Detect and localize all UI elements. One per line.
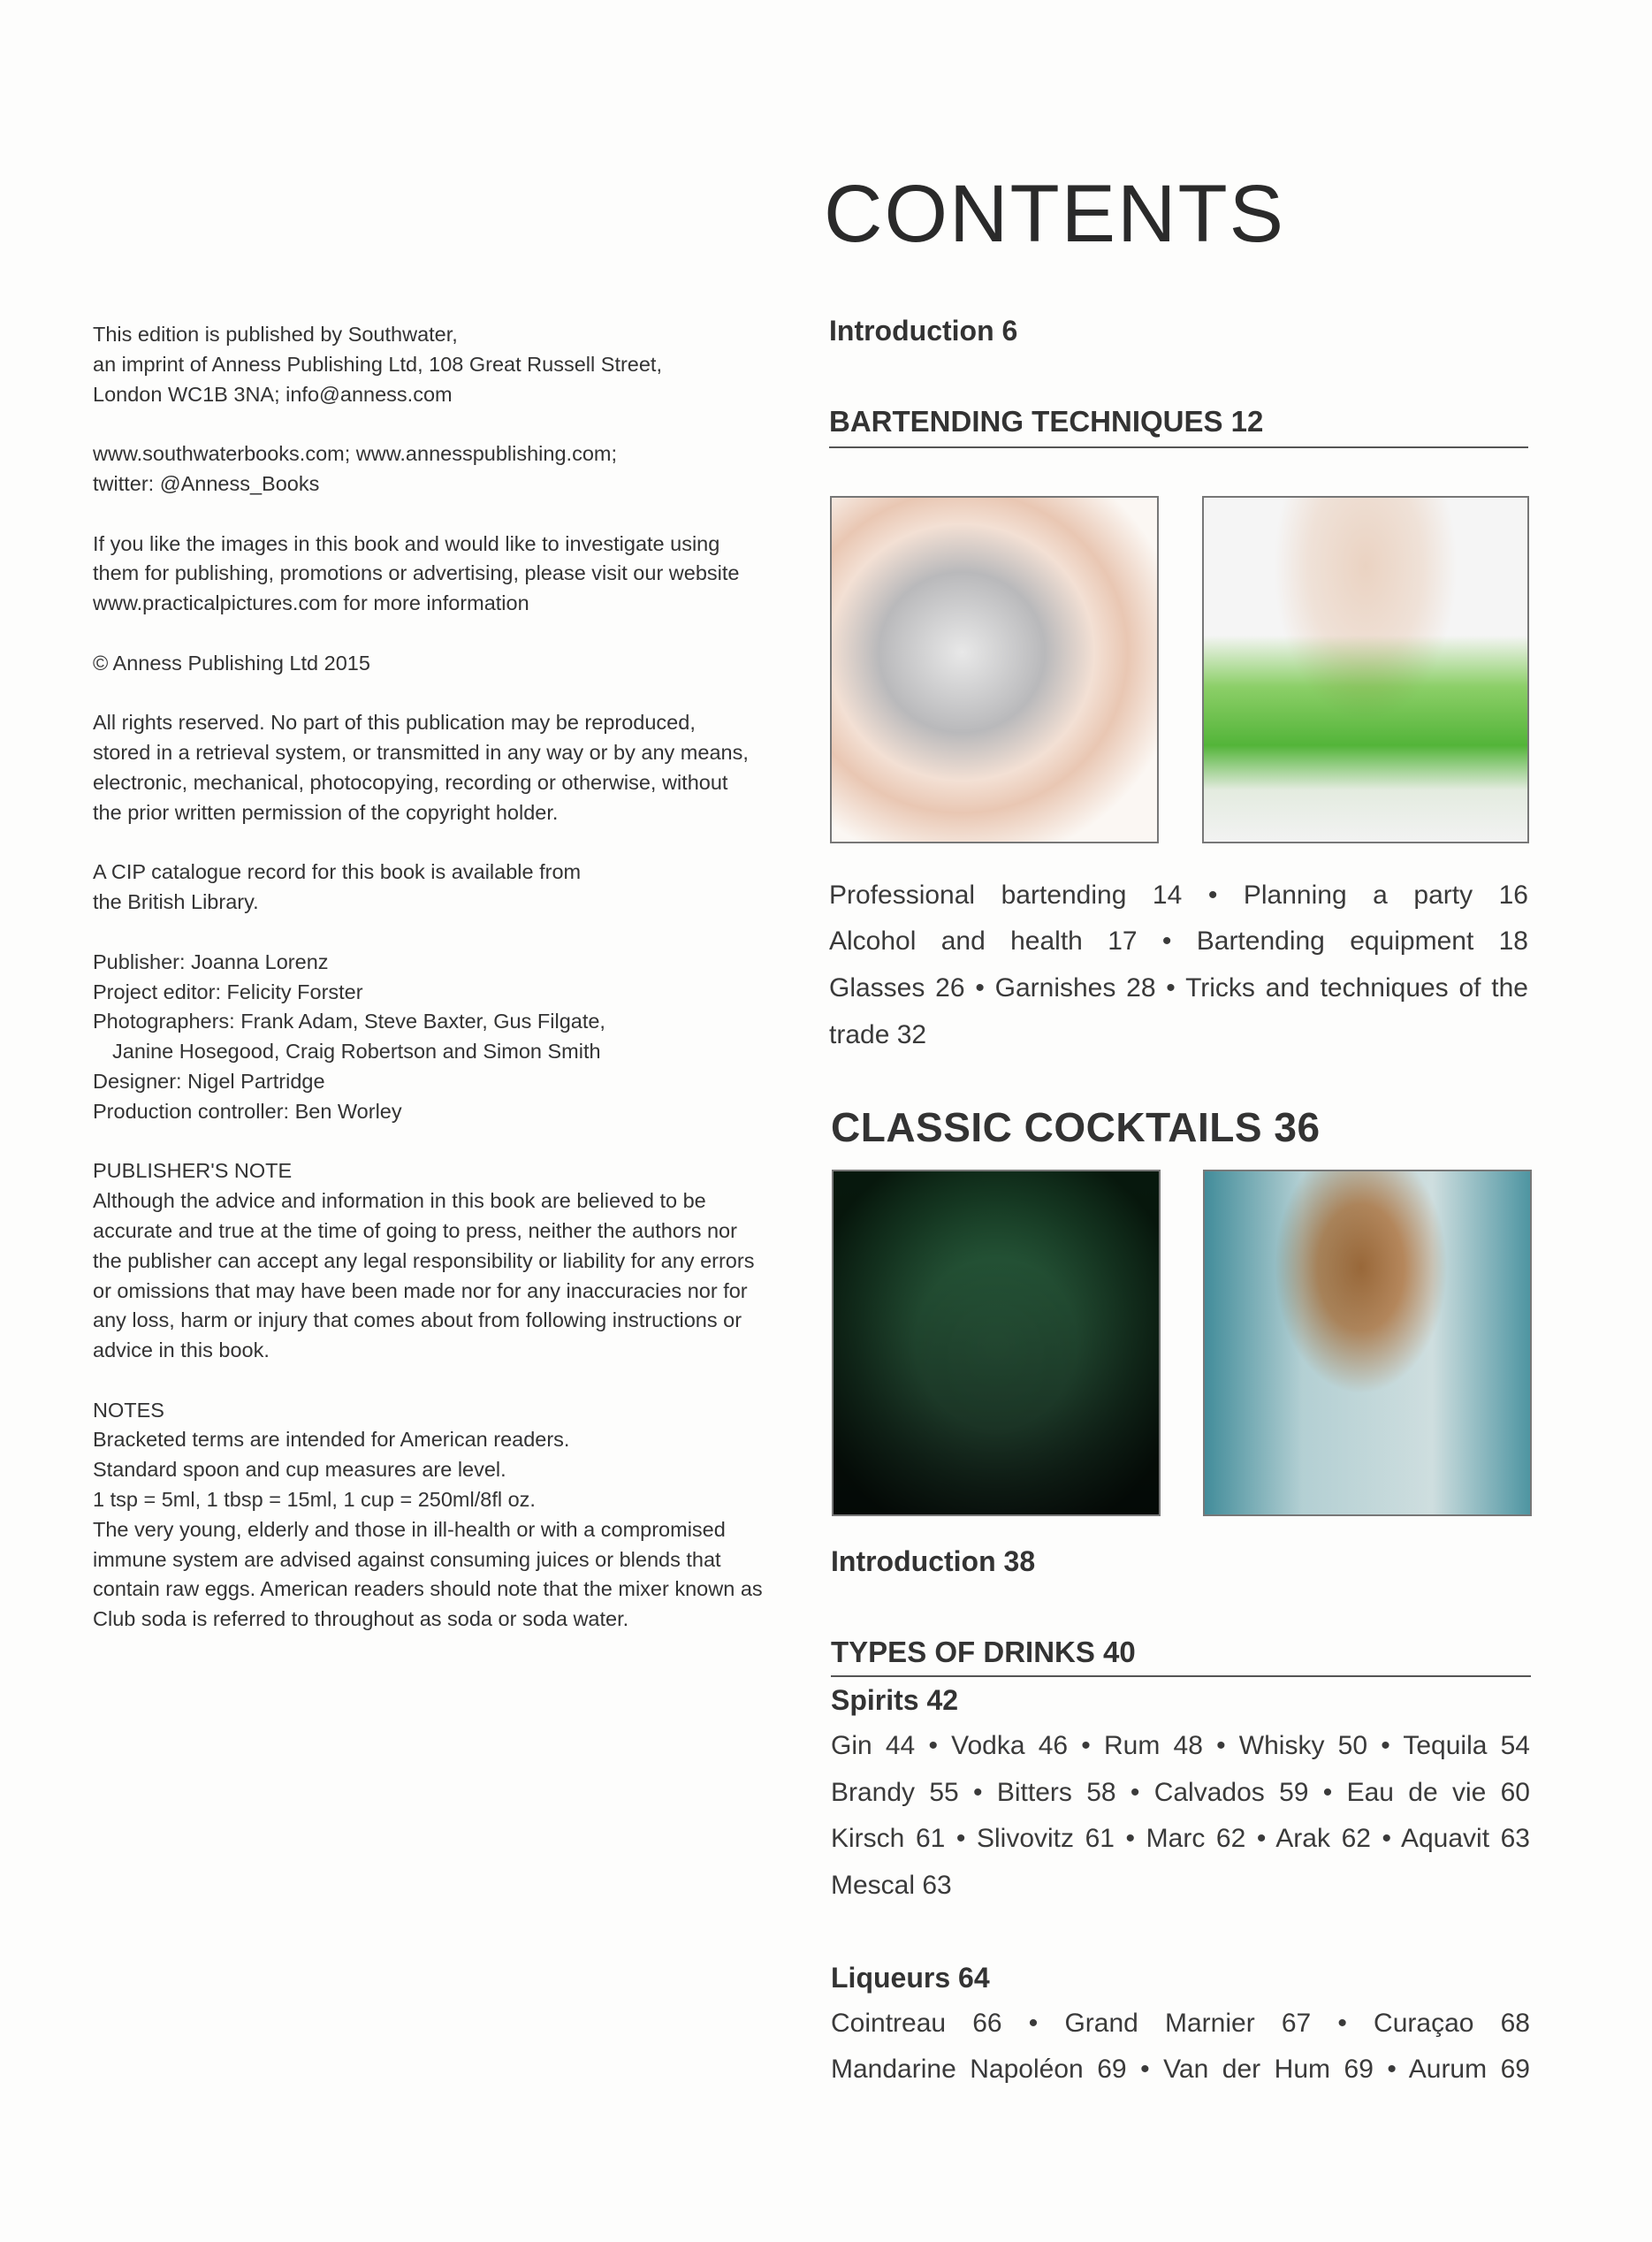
imprint-line: an imprint of Anness Publishing Ltd, 108 Great Russell Street, [93,352,662,376]
imprint-line: PUBLISHER'S NOTE [93,1159,293,1183]
imprint-line: accurate and true at the time of going to press, neither the authors nor [93,1218,737,1242]
toc-introduction[interactable]: Introduction 6 [829,315,1018,347]
toc-classic-introduction[interactable]: Introduction 38 [831,1545,1036,1577]
toc-line: Glasses 26 • Garnishes 28 • Tricks and techniques of the [829,973,1528,1003]
toc-line: Alcohol and health 17 • Bartending equipment 18 [829,927,1528,956]
page-title: CONTENTS [824,169,1285,259]
imprint-line: NOTES [93,1398,164,1422]
imprint-line: Designer: Nigel Partridge [93,1069,325,1093]
imprint-line: Club soda is referred to throughout as soda or soda water. [93,1607,629,1631]
paragraph-gap [93,409,800,439]
imprint-line: electronic, mechanical, photocopying, recording or otherwise, without [93,770,728,794]
toc-line: Cointreau 66 • Grand Marnier 67 • Curaçao 68 [831,2009,1530,2038]
imprint-line: the British Library. [93,890,259,914]
toc-line: Professional bartending 14 • Planning a party 16 [829,881,1528,910]
imprint-line: Photographers: Frank Adam, Steve Baxter, Gus Filgate, [93,1010,605,1033]
photo-manhattan-cocktail [1203,1170,1532,1516]
photo-green-drink [1202,496,1529,843]
imprint-line: Standard spoon and cup measures are level. [93,1458,506,1482]
paragraph-gap [93,828,800,858]
imprint-line: www.southwaterbooks.com; www.annesspublishing.com; [93,442,617,466]
toc-line: Mandarine Napoléon 69 • Van der Hum 69 • Aurum 69 [831,2055,1530,2084]
imprint-line: or omissions that may have been made nor for any inaccuracies nor for [93,1278,748,1302]
photo-cocktail-shaker [830,496,1159,843]
imprint-line: Project editor: Felicity Forster [93,980,363,1003]
imprint-line: www.practicalpictures.com for more information [93,591,529,615]
toc-line: Brandy 55 • Bitters 58 • Calvados 59 • Eau de vie 60 [831,1778,1530,1807]
imprint-line: the prior written permission of the copyright holder. [93,800,559,824]
toc-line: Mescal 63 [831,1871,952,1900]
imprint-line: The very young, elderly and those in ill-health or with a compromised [93,1517,726,1541]
paragraph-gap [93,679,800,709]
imprint-line: advice in this book. [93,1338,270,1362]
imprint-text [93,320,800,1635]
toc-line: trade 32 [829,1020,927,1049]
imprint-line: them for publishing, promotions or advertising, please visit our website [93,561,740,585]
paragraph-gap [93,1366,800,1396]
imprint-line: contain raw eggs. American readers should note that the mixer known as [93,1577,763,1601]
subheading-spirits[interactable]: Spirits 42 [831,1684,959,1716]
imprint-line: Janine Hosegood, Craig Robertson and Simon Smith [112,1040,601,1064]
imprint-line: If you like the images in this book and would like to investigate using [93,531,720,555]
imprint-line: immune system are advised against consuming juices or blends that [93,1547,721,1571]
paragraph-gap [93,918,800,948]
toc-line: Kirsch 61 • Slivovitz 61 • Marc 62 • Arak 62 • Aquavit 63 [831,1824,1530,1853]
section-heading-types[interactable]: TYPES OF DRINKS 40 [831,1636,1136,1668]
imprint-line: © Anness Publishing Ltd 2015 [93,651,370,675]
imprint-line: the publisher can accept any legal responsibility or liability for any errors [93,1248,755,1272]
section-heading-bartending[interactable]: BARTENDING TECHNIQUES 12 [829,405,1264,438]
section-rule [831,1675,1531,1677]
imprint-line: Publisher: Joanna Lorenz [93,949,329,973]
imprint-line: stored in a retrieval system, or transmitted in any way or by any means, [93,741,749,765]
imprint-line: twitter: @Anness_Books [93,471,320,495]
paragraph-gap [93,1127,800,1157]
photo-white-drink [832,1170,1161,1516]
imprint-line: All rights reserved. No part of this publication may be reproduced, [93,711,696,735]
section-rule [829,446,1528,448]
imprint-line: 1 tsp = 5ml, 1 tbsp = 15ml, 1 cup = 250ml/8fl oz. [93,1488,536,1512]
toc-line: Gin 44 • Vodka 46 • Rum 48 • Whisky 50 • Tequila 54 [831,1731,1530,1760]
imprint-line: This edition is published by Southwater, [93,323,458,346]
imprint-line: Production controller: Ben Worley [93,1099,402,1123]
subheading-liqueurs[interactable]: Liqueurs 64 [831,1962,990,1994]
imprint-line: Although the advice and information in this book are believed to be [93,1189,706,1213]
imprint-line: Bracketed terms are intended for American readers. [93,1428,570,1452]
imprint-line: London WC1B 3NA; info@anness.com [93,382,453,406]
section-heading-classic[interactable]: CLASSIC COCKTAILS 36 [831,1104,1321,1150]
paragraph-gap [93,619,800,649]
imprint-line: any loss, harm or injury that comes about from following instructions or [93,1308,742,1332]
imprint-line: A CIP catalogue record for this book is available from [93,860,582,884]
paragraph-gap [93,499,800,530]
